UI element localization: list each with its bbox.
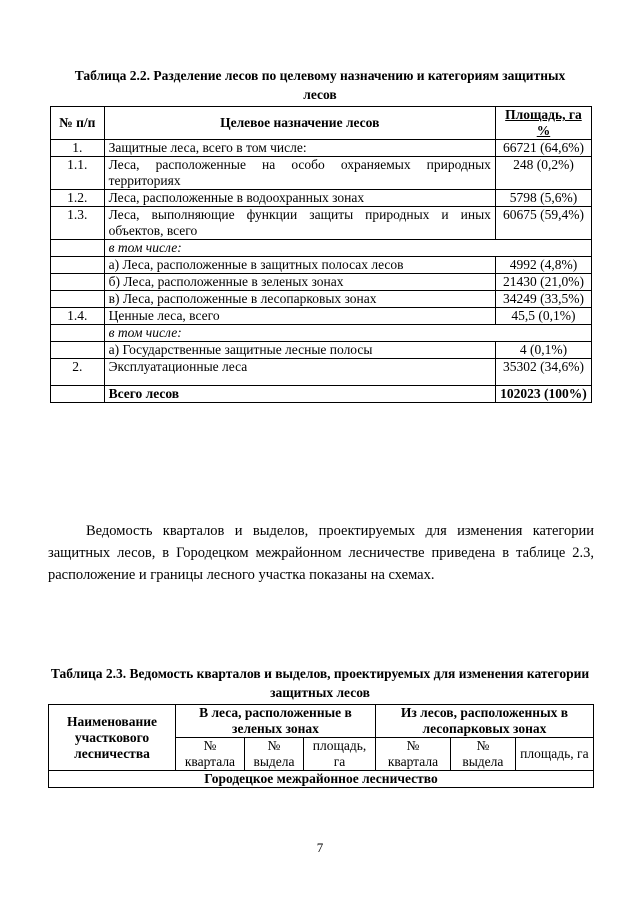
row-name: Защитные леса, всего в том числе: <box>104 140 495 157</box>
row-name: в том числе: <box>104 325 591 342</box>
row-num: 1.2. <box>51 190 105 207</box>
row-name: Леса, выполняющие функции защиты природных и иных объектов, всего <box>104 207 495 240</box>
table-section-row <box>49 771 594 788</box>
subheader-plot: № выдела <box>244 738 303 771</box>
table-header-row <box>49 705 594 738</box>
row-num <box>51 342 105 359</box>
subheader-area: площадь, га <box>304 738 376 771</box>
row-num: 1.1. <box>51 157 105 190</box>
row-area: 4992 (4,8%) <box>495 257 591 274</box>
header-group-forest-park-zones: Из лесов, расположенных в лесопарковых зонах <box>375 705 593 738</box>
row-area: 248 (0,2%) <box>495 157 591 190</box>
row-area: 102023 (100%) <box>495 386 591 403</box>
table-row <box>51 207 592 240</box>
section-title: Городецкое межрайонное лесничество <box>49 771 594 788</box>
row-num: 1.4. <box>51 308 105 325</box>
table-row <box>51 240 592 257</box>
row-num <box>51 386 105 403</box>
row-name: а) Государственные защитные лесные полосы <box>104 342 495 359</box>
row-num: 1. <box>51 140 105 157</box>
table-row <box>51 140 592 157</box>
header-forestry-name: Наименование участкового лесничества <box>49 705 176 771</box>
row-area: 4 (0,1%) <box>495 342 591 359</box>
row-num <box>51 291 105 308</box>
table-row <box>51 190 592 207</box>
table-2-2-caption: Таблица 2.2. Разделение лесов по целевому назначению и категориям защитных лесов <box>74 68 566 102</box>
table-row <box>51 342 592 359</box>
table-row <box>51 157 592 190</box>
row-area: 35302 (34,6%) <box>495 359 591 386</box>
row-name: Всего лесов <box>104 386 495 403</box>
row-name: в том числе: <box>104 240 591 257</box>
row-num <box>51 240 105 257</box>
header-group-green-zones: В леса, расположенные в зеленых зонах <box>176 705 376 738</box>
header-name: Целевое назначение лесов <box>104 107 495 140</box>
row-num <box>51 274 105 291</box>
table-row <box>51 308 592 325</box>
row-name: б) Леса, расположенные в зеленых зонах <box>104 274 495 291</box>
row-area: 21430 (21,0%) <box>495 274 591 291</box>
row-area: 60675 (59,4%) <box>495 207 591 240</box>
table-row <box>51 274 592 291</box>
table-2-3 <box>48 704 594 788</box>
table-row <box>51 359 592 386</box>
subheader-quarter: № квартала <box>375 738 450 771</box>
table-row <box>51 291 592 308</box>
row-num <box>51 257 105 274</box>
subheader-plot: № выдела <box>451 738 516 771</box>
table-header-row <box>51 107 592 140</box>
header-area: Площадь, га % <box>495 107 591 140</box>
subheader-quarter: № квартала <box>176 738 245 771</box>
header-num: № п/п <box>51 107 105 140</box>
subheader-area: площадь, га <box>515 738 593 771</box>
page-number: 7 <box>316 840 324 855</box>
table-row <box>51 257 592 274</box>
row-area: 45,5 (0,1%) <box>495 308 591 325</box>
table-2-3-caption: Таблица 2.3. Ведомость кварталов и выделов, проектируемых для изменения категории защитных лесов <box>50 666 590 700</box>
row-name: в) Леса, расположенные в лесопарковых зонах <box>104 291 495 308</box>
table-total-row <box>51 386 592 403</box>
row-name: Леса, расположенные в водоохранных зонах <box>104 190 495 207</box>
row-num: 2. <box>51 359 105 386</box>
row-name: Ценные леса, всего <box>104 308 495 325</box>
row-area: 34249 (33,5%) <box>495 291 591 308</box>
row-name: а) Леса, расположенные в защитных полосах лесов <box>104 257 495 274</box>
table-row <box>51 325 592 342</box>
row-num: 1.3. <box>51 207 105 240</box>
row-area: 66721 (64,6%) <box>495 140 591 157</box>
row-num <box>51 325 105 342</box>
row-name: Эксплуатационные леса <box>104 359 495 386</box>
table-2-2 <box>50 106 592 403</box>
row-name: Леса, расположенные на особо охраняемых природных территориях <box>104 157 495 190</box>
row-area: 5798 (5,6%) <box>495 190 591 207</box>
body-paragraph: Ведомость кварталов и выделов, проектируемых для изменения категории защитных лесов, в Городецком межрайонном лесничестве приведена в таблице 2.3, расположение и границы лесного участка показаны на схемах. <box>48 523 594 583</box>
